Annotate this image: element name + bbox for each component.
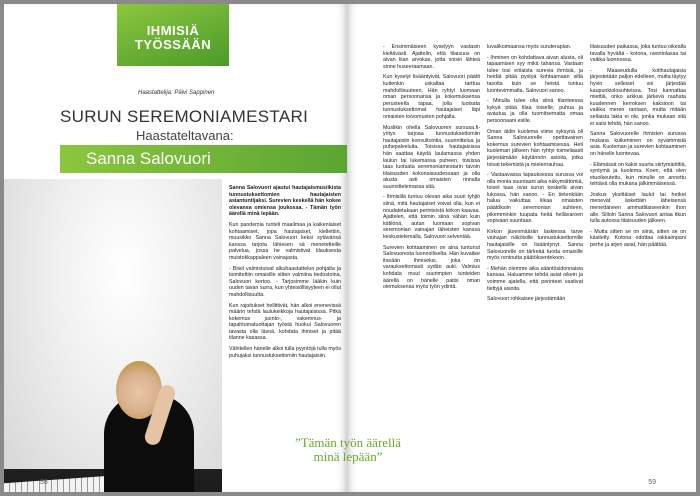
text-column-left [229, 185, 341, 363]
lead-paragraph: Sanna Salovuori ajautui hautajaismusiikista tunnustuksettomien hautajaisten asiantuntijaksi. Surevien keskellä hän kokee olevansa omiensa joukossa. - Tämän työn äärellä minä lepään. [229, 185, 341, 218]
section-label-line2: TYÖSSÄÄN [134, 37, 212, 52]
left-page [4, 4, 347, 492]
paragraph: Surevien kohtaaminen on aina tuntunut Salovuoresta luonnolliselta. Hän kuvailee itseään ihmiseksi, joka on varauksettomasti sydän auki. Valmius kohdata muut suurimpien tunteiden äärellä on hänelle paitsi oman olemuksensa myös työn ydintä. [383, 244, 480, 291]
paragraph: Kun kyselyt lisääntyivät, Salovuori päätti kuitenkin uskaltaa tarttua mahdollisuuteen. Hän ryhtyi luomaan oman persoonansa ja kokemuksensa perusteella tapaa, jolla luotsata tunnustuksettomat hautajaiset läpi omaisten toivomusten pohjalta. [383, 74, 480, 120]
paragraph: - Maaseudulla kotihautajaisia järjestetään paljon edelleen, mutta täytyy hyvin selleiset voi järjestää kaupunkiolosuhteissa. Tosi kannattaa miettiä, onko arkkua järkevä raahata kuudennen kerroksen kaksioon tai vaikka meren rantaan, mutta mitään sellaista lakia ei ole, jonka mukaan sitä ei saisi tehdä, hän sanoo. [590, 67, 686, 127]
text-column-right-2 [487, 44, 583, 307]
paragraph: Kirkon jäsenmäärän laskiessa tarve vainajan näköisille tunnustuksettomille hautajaisille on lisääntynyt. Sanna Salovuorelle on tärkeää tuoda omaisille myös rentoutta päätöksentekoon. [487, 228, 583, 262]
author-credit: Haastattelija: Päivi Sappinen [138, 90, 215, 96]
paragraph: - Vastaavassa tapauksessa surussa voi olla monia suuntaani aika näkymättömiä, toiset taas ovat surun keskellä aivan lukossa, hän sanoo. - En tietenkään halua vaikuttaa liikaa omaisten päätöksiin seremonian suhteen, pikemminkin tuupata heitä hellävaroen sopivaan suuntaan. [487, 172, 583, 225]
paragraph: - Ensimmäiseen kyselyyn vastasin kieltävästi. Ajattelin, että tilaisuus on aivan liian arvokas, jotta voisin lähteä sinne huseeraamaan. [383, 44, 480, 70]
paragraph: Kun rajoitukset hellittivät, hän alkoi enenevissä määrin tehdä laulukeikkoja hautajaisissa. Pitkä kokemus juonto-, vakemnus- ja tapahtumatuottajan työstä huokui Salovuoren tavasta olla läsnä, kohdata ihmiset ja pitää tilanne kasassa. [229, 302, 341, 342]
portrait-photo [4, 179, 222, 492]
paragraph: - Biisit valmistuivat alkuhaastattelun pohjalta ja toimitettiin omaisille sitten valmiina tiedostoina, Salovuori kertoo. - Tarjosimme lääkin kuin uuden tavan surra, kun yhteisöllisyyteen ei ollut mahdollisuutta. [229, 265, 341, 298]
paragraph: Joskus yksittäiset laulut tai hetket menevät äskettäin läheisensä menettäneen ammattilaiseenkin ihon alle. Silloin Sanna Salovuori antaa itkun tulla autossa tilaisuuden jälkeen. [590, 191, 686, 225]
paragraph: Oman äidin kuolema viime syksynä oli Sanna Salovuorelle opettavainen kokemus surevien kohtaamisessa. Heti kuoleman jälkeen hän ryhtyi toimeliaasti järjestämään käytännön asioita, jotka toivat tekemistä ja mielenrauhaa. [487, 128, 583, 168]
right-page [347, 4, 696, 492]
section-tab [117, 4, 229, 66]
paragraph: - Minulla tulee olla siinä tilanteessa kykyä pitää tilaa toiselle, puhua ja avautua ja olla tuomitsematta omaa persoonaani esille. [487, 98, 583, 124]
section-label-line1: IHMISIÄ [146, 23, 200, 38]
page-number-left: 58 [40, 479, 48, 486]
pull-quote: ”Tämän työn äärellä minä lepään” [294, 435, 402, 464]
interviewee-name: Sanna Salovuori [60, 145, 347, 173]
paragraph: Vähitellen hänelle alkoi tulla pyyntöjä tulla myös puhujaksi tunnustuksettomiin hautajaisiin. [229, 346, 341, 359]
paragraph: - Mehän olemme aika sääntösidonnaisia kansaa. Haluamme tehdä asiat oikein ja voimme ajatella, että perinteet vaativat tiettyjä asioita. [487, 265, 583, 292]
paragraph: - Mutta sitten se on siinä, sitten se on käsitelty. Kotona odottaa rakkaimpani perhe ja arjen asiat, hän päättää. [590, 228, 686, 249]
paragraph: Salovuori rohkaisee järjestämään [487, 296, 566, 303]
paragraph: Kun pandemia runteli maailmaa ja kaikenlaiset kohtaamiset, jopa hautajaiset, kiellettiin, muusikko Sanna Salovuori keksi sytävänsä kanssa tarjota lähiesen sä menetetteille palvelua, jossa he valmistivat tilauksesta muistokkappaleen vainajasta. [229, 221, 341, 261]
paragraph: - Ihminen on kohdattava aivan alusta, oli tapaamisen syy mikä tahansa. Vastaan tulee tosi erilaista surevia ihmisiä, ja heidät pitää pystyä kohtaamaan siltä tasolta kuin se heistä tuntuu luontevimmalta, Salovuori sanoo. [487, 54, 583, 94]
article-subtitle: Haastateltavana: [136, 128, 234, 143]
paragraph: luvalikoimaansa myös suruterapian. [487, 44, 572, 50]
page-number-right: 59 [648, 479, 656, 486]
paragraph: tilaisuuden paikassa, joka tuntuu oikealla tavalla hyvältä - kotona, ravintolassa tai vaikka luonnossa. [590, 44, 686, 64]
text-column-right-1 [383, 44, 480, 295]
paragraph: Muslikin ohella Salovuoren sursusa.fi-yritys tarjoaa tunnustuksettomiin hautajaisiin konsultointia, suunnittelua ja puhepalveluita. Toisissa hautajaisissa hän saattaa käydä laulamassa yhden laulun tai lukemassa puheen, toisissa taas luotsata seremoniamestarin tavoin tilaisuuden kokonaisuudessaan ja olla alusta asti omaisten rinnalla suunnittelemassa sitä. [383, 124, 480, 190]
paragraph: Sanna Salovuorelle ihmisten surussa mukana kulkeminen on syvämmistä asia. Kuoleman ja surevien kohtaaminen on hänelle luontevaa. [590, 131, 686, 157]
paragraph: - Elämässä on kaksi suurta siirtymäriittiä, syntymä ja kuolema. Koen, että olen etuoikeutettu, kun minulle on annettu tehtävä olla mukana jälkimmäisessä. [590, 161, 686, 188]
paragraph: - Ihmisillä tuntuu olevan aika suuri tyhjiö siinä, mitä hautajaiset voivat olla, kun ei noudatetakaan perinteistä kirkon kaavaa. Ajattelen, että toimin siinä vähän kuin kätilönä, autan luomaan sopivan seremonian vainajan läheisten kanssa keskustelemalla, Salovuori selventää. [383, 194, 480, 241]
text-column-right-3 [590, 44, 686, 253]
article-title: SURUN SEREMONIAMESTARI [60, 107, 309, 126]
